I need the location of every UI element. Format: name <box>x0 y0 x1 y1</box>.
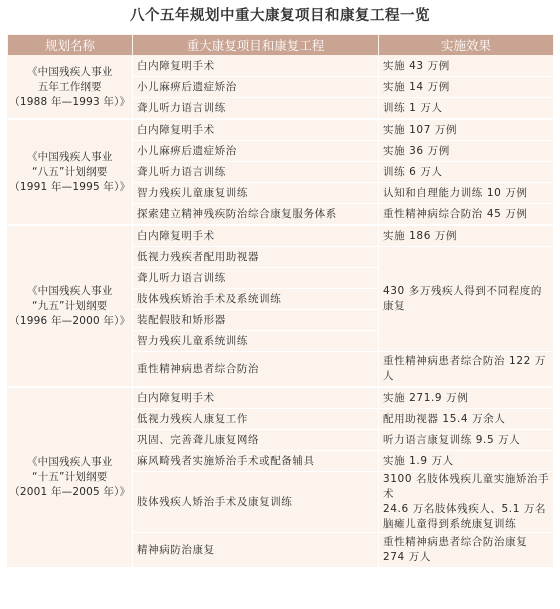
effect-cell: 实施 43 万例 <box>379 56 554 77</box>
plan-name-line: 《中国残疾人事业 <box>26 456 113 468</box>
effect-cell: 重性精神病综合防治 45 万例 <box>379 204 554 226</box>
project-cell: 白内障复明手术 <box>133 387 379 409</box>
project-cell: 聋儿听力语言训练 <box>133 162 379 183</box>
effect-cell: 听力语言康复训练 9.5 万人 <box>379 430 554 451</box>
table-header-row <box>8 35 554 56</box>
merged-effect-cell: 430 多万残疾人得到不同程度的康复 <box>379 247 554 352</box>
table-row <box>8 56 554 77</box>
plan-name-line: “九五”计划纲要 <box>32 299 108 312</box>
effect-cell: 实施 107 万例 <box>379 119 554 141</box>
project-cell: 白内障复明手术 <box>133 225 379 247</box>
effect-cell: 配用助视器 15.4 万余人 <box>379 409 554 430</box>
project-cell: 聋儿听力语言训练 <box>133 268 379 289</box>
plan-name-cell <box>8 119 133 225</box>
project-cell: 低视力残疾者配用助视器 <box>133 247 379 268</box>
project-cell: 巩固、完善聋儿康复网络 <box>133 430 379 451</box>
effect-cell: 实施 271.9 万例 <box>379 387 554 409</box>
project-cell: 低视力残疾人康复工作 <box>133 409 379 430</box>
effect-cell: 训练 6 万人 <box>379 162 554 183</box>
plan-name-line: （1996 年—2000 年）》 <box>9 314 131 327</box>
effect-cell: 重性精神病患者综合防治 122 万人 <box>379 352 554 388</box>
page-title: 八个五年规划中重大康复项目和康复工程一览 <box>130 8 430 24</box>
project-cell: 肢体残疾矫治手术及系统训练 <box>133 289 379 310</box>
table-row <box>8 225 554 247</box>
plan-name-line: （1991 年—1995 年）》 <box>9 180 131 193</box>
header-projects: 重大康复项目和康复工程 <box>133 35 379 56</box>
project-cell: 小儿麻痹后遗症矫治 <box>133 141 379 162</box>
effect-cell: 实施 1.9 万人 <box>379 451 554 472</box>
project-cell: 装配假肢和矫形器 <box>133 310 379 331</box>
project-cell: 聋儿听力语言训练 <box>133 98 379 120</box>
effect-cell: 重性精神病患者综合防治康复 274 万人 <box>379 533 554 568</box>
plan-name-line: 《中国残疾人事业 <box>26 284 113 297</box>
project-cell: 精神病防治康复 <box>133 533 379 568</box>
project-cell: 重性精神病患者综合防治 <box>133 352 379 388</box>
effect-cell: 实施 14 万例 <box>379 77 554 98</box>
effect-cell: 认知和自理能力训练 10 万例 <box>379 183 554 204</box>
project-cell: 麻风畸残者实施矫治手术或配备辅具 <box>133 451 379 472</box>
table-row <box>8 387 554 409</box>
header-effects: 实施效果 <box>379 35 554 56</box>
plan-name-cell <box>8 225 133 387</box>
effect-cell: 实施 36 万例 <box>379 141 554 162</box>
rehab-projects-table <box>7 34 554 568</box>
plan-name-cell <box>8 56 133 120</box>
plan-name-cell <box>8 387 133 568</box>
project-cell: 探索建立精神残疾防治综合康复服务体系 <box>133 204 379 226</box>
plan-name-line: 五年工作纲要 <box>37 80 102 93</box>
effect-cell: 实施 186 万例 <box>379 225 554 247</box>
plan-name-line: “十五”计划纲要 <box>32 471 108 483</box>
header-plan-name: 规划名称 <box>8 35 133 56</box>
plan-name-line: 《中国残疾人事业 <box>26 65 113 78</box>
project-cell: 白内障复明手术 <box>133 56 379 77</box>
table-row <box>8 119 554 141</box>
plan-name-line: （2001 年—2005 年）》 <box>9 486 131 498</box>
effect-cell: 训练 1 万人 <box>379 98 554 120</box>
project-cell: 白内障复明手术 <box>133 119 379 141</box>
plan-name-line: （1988 年—1993 年）》 <box>9 95 131 108</box>
project-cell: 肢体残疾人矫治手术及康复训练 <box>133 472 379 533</box>
project-cell: 智力残疾儿童康复训练 <box>133 183 379 204</box>
effect-cell: 3100 名肢体残疾儿童实施矫治手术 24.6 万名肢体残疾人、5.1 万名脑瘫儿童得到系统康复训练 <box>379 472 554 533</box>
project-cell: 小儿麻痹后遗症矫治 <box>133 77 379 98</box>
plan-name-line: “八五”计划纲要 <box>32 165 108 178</box>
project-cell: 智力残疾儿童系统训练 <box>133 331 379 352</box>
plan-name-line: 《中国残疾人事业 <box>26 150 113 163</box>
